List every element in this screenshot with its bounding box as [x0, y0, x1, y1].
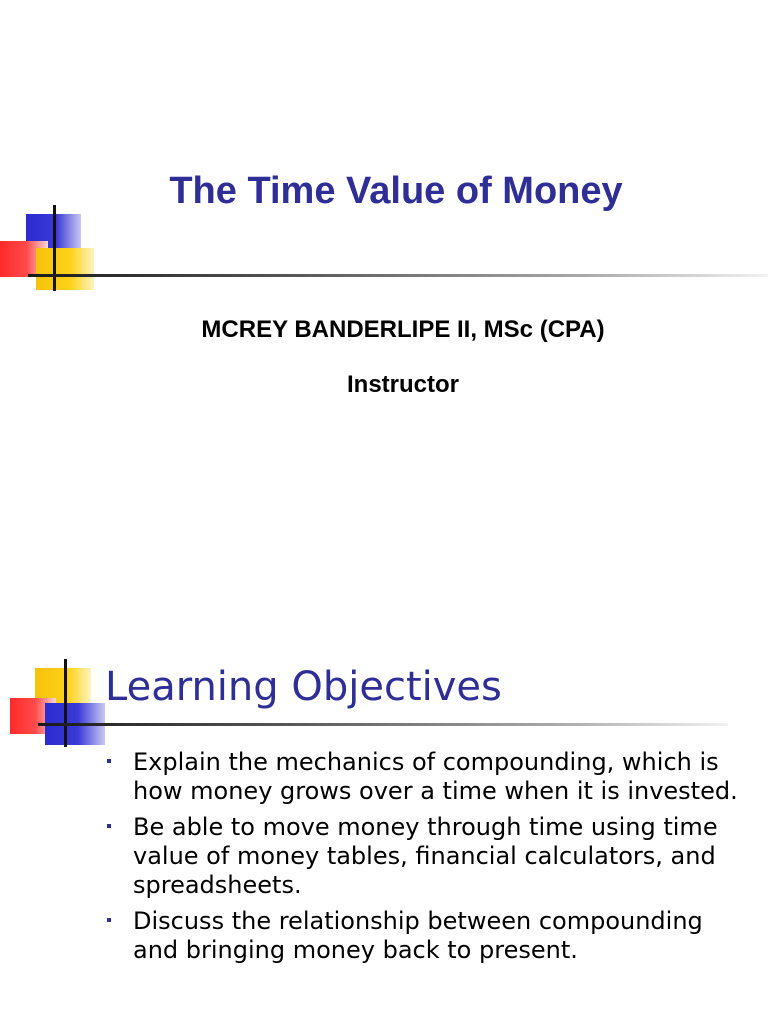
list-item [100, 748, 750, 806]
presenter-role: Instructor [346, 371, 459, 398]
objectives-list [100, 748, 750, 972]
list-item-text: Be able to move money through time using time value of money tables, financial calculators, and spreadsheets. [133, 813, 718, 899]
vertical-rule [53, 205, 56, 291]
horizontal-rule [38, 723, 728, 726]
list-item [100, 813, 750, 900]
list-item-text: Discuss the relationship between compounding and bringing money back to present. [133, 907, 703, 964]
objectives-slide [0, 624, 768, 1024]
yellow-square [36, 248, 94, 290]
list-item [100, 907, 750, 965]
slide-heading: Learning Objectives [105, 664, 502, 710]
vertical-rule [64, 659, 67, 747]
square-bullet-icon [107, 918, 111, 922]
square-bullet-icon [107, 759, 111, 763]
presenter-name: MCREY BANDERLIPE II, MSc (CPA) [201, 316, 605, 343]
horizontal-rule [28, 274, 768, 277]
list-item-text: Explain the mechanics of compounding, which is how money grows over a time when it is invested. [133, 748, 738, 805]
slide-title: The Time Value of Money [169, 170, 623, 212]
square-bullet-icon [107, 824, 111, 828]
